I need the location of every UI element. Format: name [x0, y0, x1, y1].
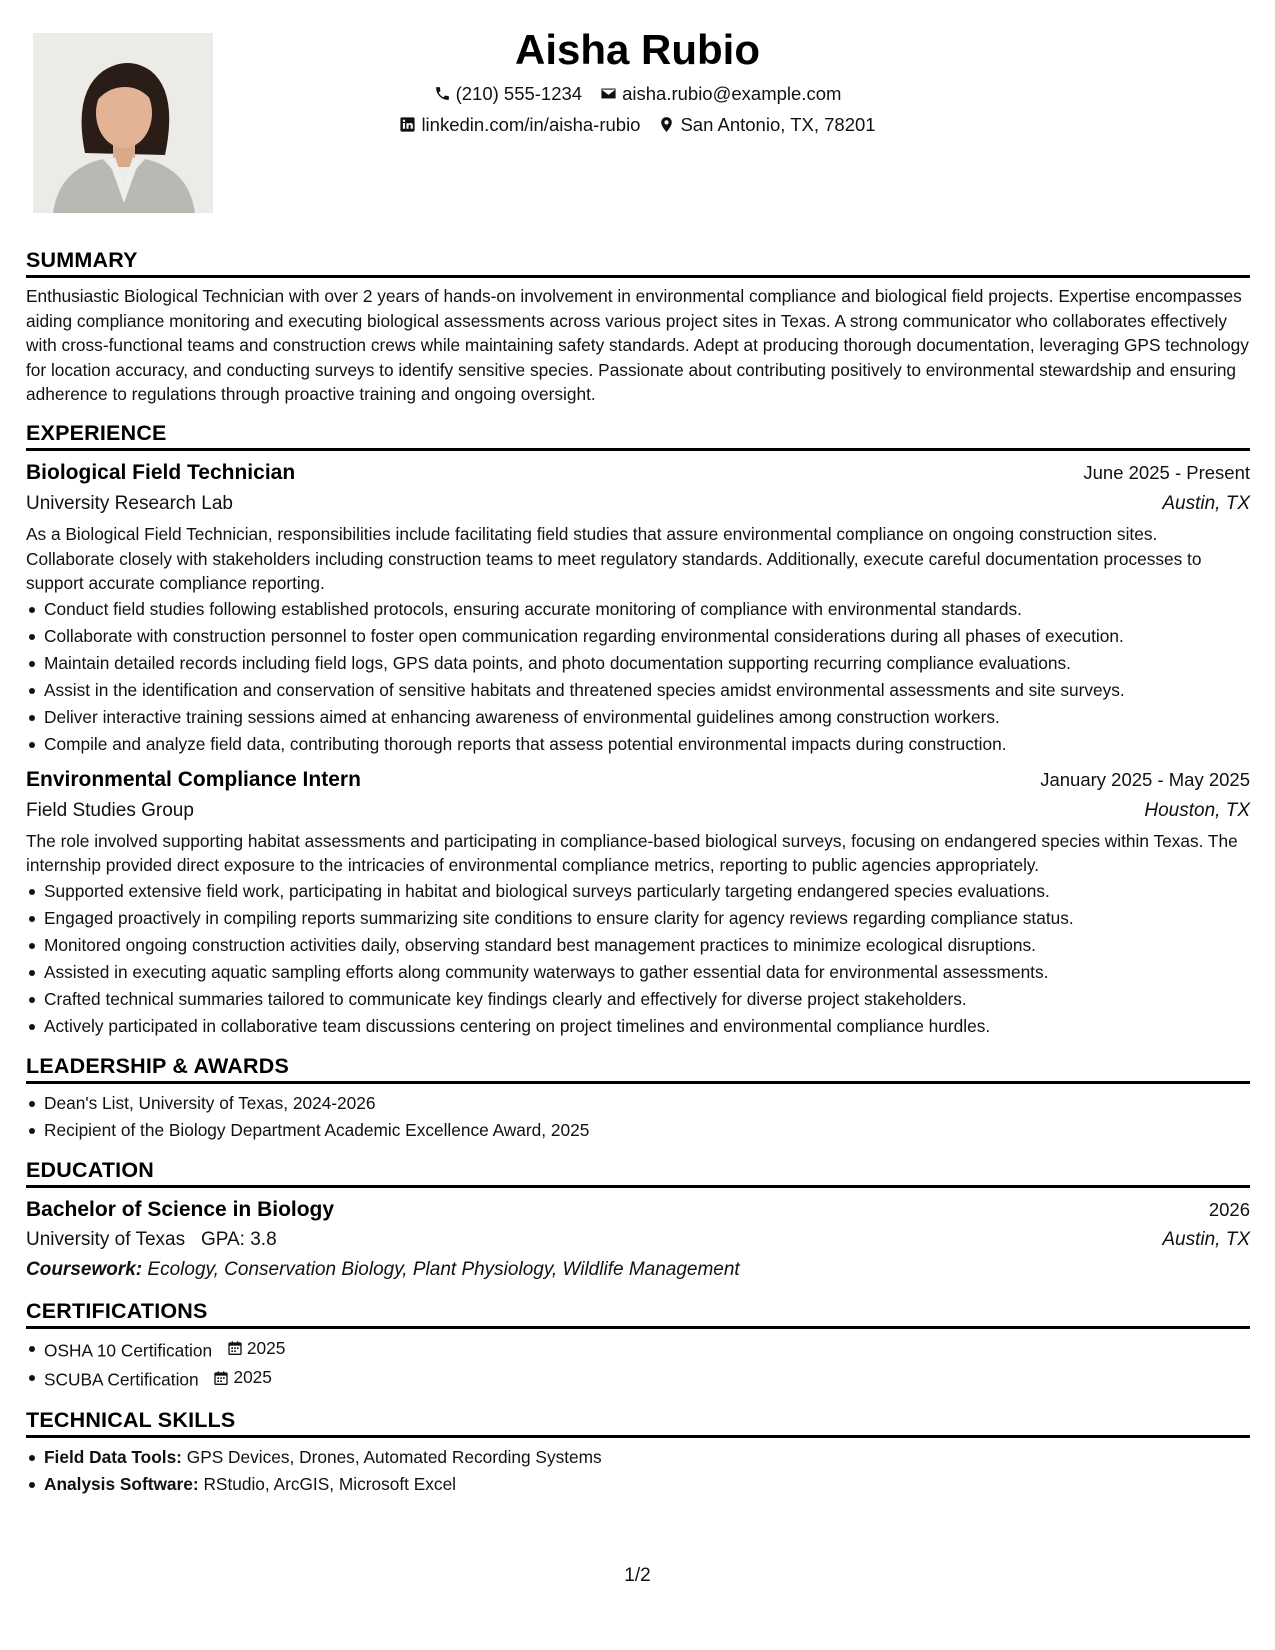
job-subheader: [26, 488, 1250, 519]
job-entry: [26, 457, 1250, 758]
list-item: Recipient of the Biology Department Academic Excellence Award, 2025: [26, 1117, 1250, 1144]
summary-text: Enthusiastic Biological Technician with over 2 years of hands-on involvement in environmental compliance and biological field projects. Expertise encompasses aiding compliance monitoring and executing biological assessments across various project sites in Texas. A strong communicator who collaborates effectively with cross-functional teams and construction crews while maintaining safety standards. Adept at producing thorough documentation, leveraging GPS technology for location accuracy, and conducting surveys to identify sensitive species. Passionate about contributing positively to environmental stewardship and ensuring adherence to regulations through proactive training and ongoing oversight.: [26, 286, 1249, 405]
section-title-leadership: LEADERSHIP & AWARDS: [26, 1053, 290, 1078]
degree-title: Bachelor of Science in Biology: [26, 1197, 335, 1221]
graduation-year: 2026: [1208, 1198, 1250, 1220]
section-divider: [26, 1185, 1250, 1188]
list-item: Actively participated in collaborative team discussions centering on project timelines and environmental compliance hurdles.: [26, 1013, 1250, 1040]
skill-value: GPS Devices, Drones, Automated Recording Systems: [186, 1446, 602, 1467]
cert-year: 2025: [233, 1367, 272, 1388]
job-header: [26, 457, 1250, 488]
calendar-icon: [213, 1370, 229, 1386]
section-divider: [26, 1081, 1250, 1084]
phone-icon: [434, 85, 451, 102]
section-title-experience: EXPERIENCE: [26, 420, 167, 445]
certifications-list: [26, 1335, 1250, 1394]
section-divider: [26, 448, 1250, 451]
education-header: [26, 1194, 1250, 1225]
list-item: Collaborate with construction personnel to foster open communication regarding environmental considerations during all phases of execution.: [26, 623, 1250, 650]
job-subheader: [26, 795, 1250, 826]
list-item: [26, 1364, 1250, 1394]
skill-label: Field Data Tools:: [44, 1446, 182, 1467]
job-location: Houston, TX: [1144, 799, 1250, 821]
email-text: aisha.rubio@example.com: [622, 83, 842, 104]
job-entry: [26, 764, 1250, 1040]
job-location: Austin, TX: [1162, 492, 1250, 514]
list-item: [26, 1335, 1250, 1365]
certifications-section: [26, 1297, 1250, 1394]
candidate-name: Aisha Rubio: [514, 26, 760, 73]
envelope-icon: [600, 85, 617, 102]
list-item: Crafted technical summaries tailored to communicate key findings clearly and effectively for diverse project stakeholders.: [26, 986, 1250, 1013]
section-divider: [26, 275, 1250, 278]
job-description: As a Biological Field Technician, responsibilities include facilitating field studies that assure environmental compliance on ongoing construction sites. Collaborate closely with stakeholders including construction teams to meet regulatory standards. Additionally, execute careful documentation processes to support accurate compliance reporting.: [26, 523, 1202, 594]
section-title-certifications: CERTIFICATIONS: [26, 1298, 208, 1323]
education-section: [26, 1156, 1250, 1285]
list-item: Assist in the identification and conservation of sensitive habitats and threatened species amidst environmental assessments and site surveys.: [26, 677, 1250, 704]
list-item: Assisted in executing aquatic sampling efforts along community waterways to gather essential data for environmental assessments.: [26, 959, 1250, 986]
list-item: Maintain detailed records including field logs, GPS data points, and photo documentation supporting recurring compliance evaluations.: [26, 650, 1250, 677]
list-item: [26, 1471, 1250, 1498]
linkedin-icon: [399, 116, 416, 133]
phone-contact[interactable]: [434, 78, 583, 109]
section-title-education: EDUCATION: [26, 1157, 155, 1182]
list-item: Conduct field studies following established protocols, ensuring accurate monitoring of compliance with environmental standards.: [26, 596, 1250, 623]
job-date: June 2025 - Present: [1083, 461, 1250, 483]
gpa: GPA: 3.8: [200, 1228, 277, 1250]
leadership-section: [26, 1052, 1250, 1144]
linkedin-contact[interactable]: [399, 109, 640, 140]
job-bullets: [26, 878, 1250, 1040]
cert-name: SCUBA Certification: [44, 1369, 199, 1390]
coursework-list: Ecology, Conservation Biology, Plant Physiology, Wildlife Management: [147, 1258, 740, 1280]
job-title: Biological Field Technician: [26, 460, 296, 484]
email-contact[interactable]: [600, 78, 841, 109]
list-item: Monitored ongoing construction activities daily, observing standard best management practices to minimize ecological disruptions.: [26, 932, 1250, 959]
contact-row-1: [0, 78, 1275, 109]
list-item: Compile and analyze field data, contributing thorough reports that assess potential environmental impacts during construction.: [26, 731, 1250, 758]
experience-section: [26, 419, 1250, 1040]
job-description: The role involved supporting habitat assessments and participating in compliance-based biological surveys, focusing on endangered species within Texas. The internship provided direct exposure to the intricacies of environmental compliance metrics, reporting to public agencies appropriately.: [26, 830, 1238, 876]
skills-section: [26, 1406, 1250, 1498]
skill-label: Analysis Software:: [44, 1473, 199, 1494]
resume-header: [0, 22, 1275, 140]
education-subheader: [26, 1225, 1250, 1255]
contact-row-2: [0, 109, 1275, 140]
cert-name: OSHA 10 Certification: [44, 1340, 213, 1361]
calendar-icon: [227, 1340, 243, 1356]
school-name: University of Texas: [26, 1228, 186, 1250]
list-item: Supported extensive field work, participating in habitat and biological surveys particularly targeting endangered species evaluations.: [26, 878, 1250, 905]
phone-text: (210) 555-1234: [455, 83, 583, 104]
section-title-summary: SUMMARY: [26, 248, 138, 272]
cert-year: 2025: [246, 1337, 286, 1358]
leadership-list: [26, 1090, 1250, 1144]
linkedin-text: linkedin.com/in/aisha-rubio: [421, 114, 641, 135]
job-org: Field Studies Group: [26, 799, 194, 821]
coursework-label: Coursework:: [26, 1258, 143, 1280]
skill-value: RStudio, ArcGIS, Microsoft Excel: [203, 1473, 457, 1494]
summary-section: [26, 246, 1250, 407]
list-item: Engaged proactively in compiling reports summarizing site conditions to ensure clarity for agency reviews regarding compliance status.: [26, 905, 1250, 932]
section-title-skills: TECHNICAL SKILLS: [26, 1407, 236, 1432]
school-location: Austin, TX: [1162, 1228, 1250, 1250]
list-item: [26, 1444, 1250, 1471]
location-contact: [658, 109, 875, 140]
job-header: [26, 764, 1250, 795]
list-item: Dean's List, University of Texas, 2024-2026: [26, 1090, 1250, 1117]
job-date: January 2025 - May 2025: [1040, 768, 1250, 790]
job-org: University Research Lab: [26, 492, 233, 514]
skills-list: [26, 1444, 1250, 1498]
list-item: Deliver interactive training sessions aimed at enhancing awareness of environmental guidelines among construction workers.: [26, 704, 1250, 731]
resume-content: [26, 246, 1250, 1510]
location-text: San Antonio, TX, 78201: [680, 114, 876, 135]
page-number: 1/2: [624, 1565, 651, 1586]
section-divider: [26, 1326, 1250, 1329]
section-divider: [26, 1435, 1250, 1438]
coursework: [26, 1255, 1250, 1285]
job-bullets: [26, 596, 1250, 758]
job-title: Environmental Compliance Intern: [26, 767, 361, 791]
map-pin-icon: [658, 116, 675, 133]
